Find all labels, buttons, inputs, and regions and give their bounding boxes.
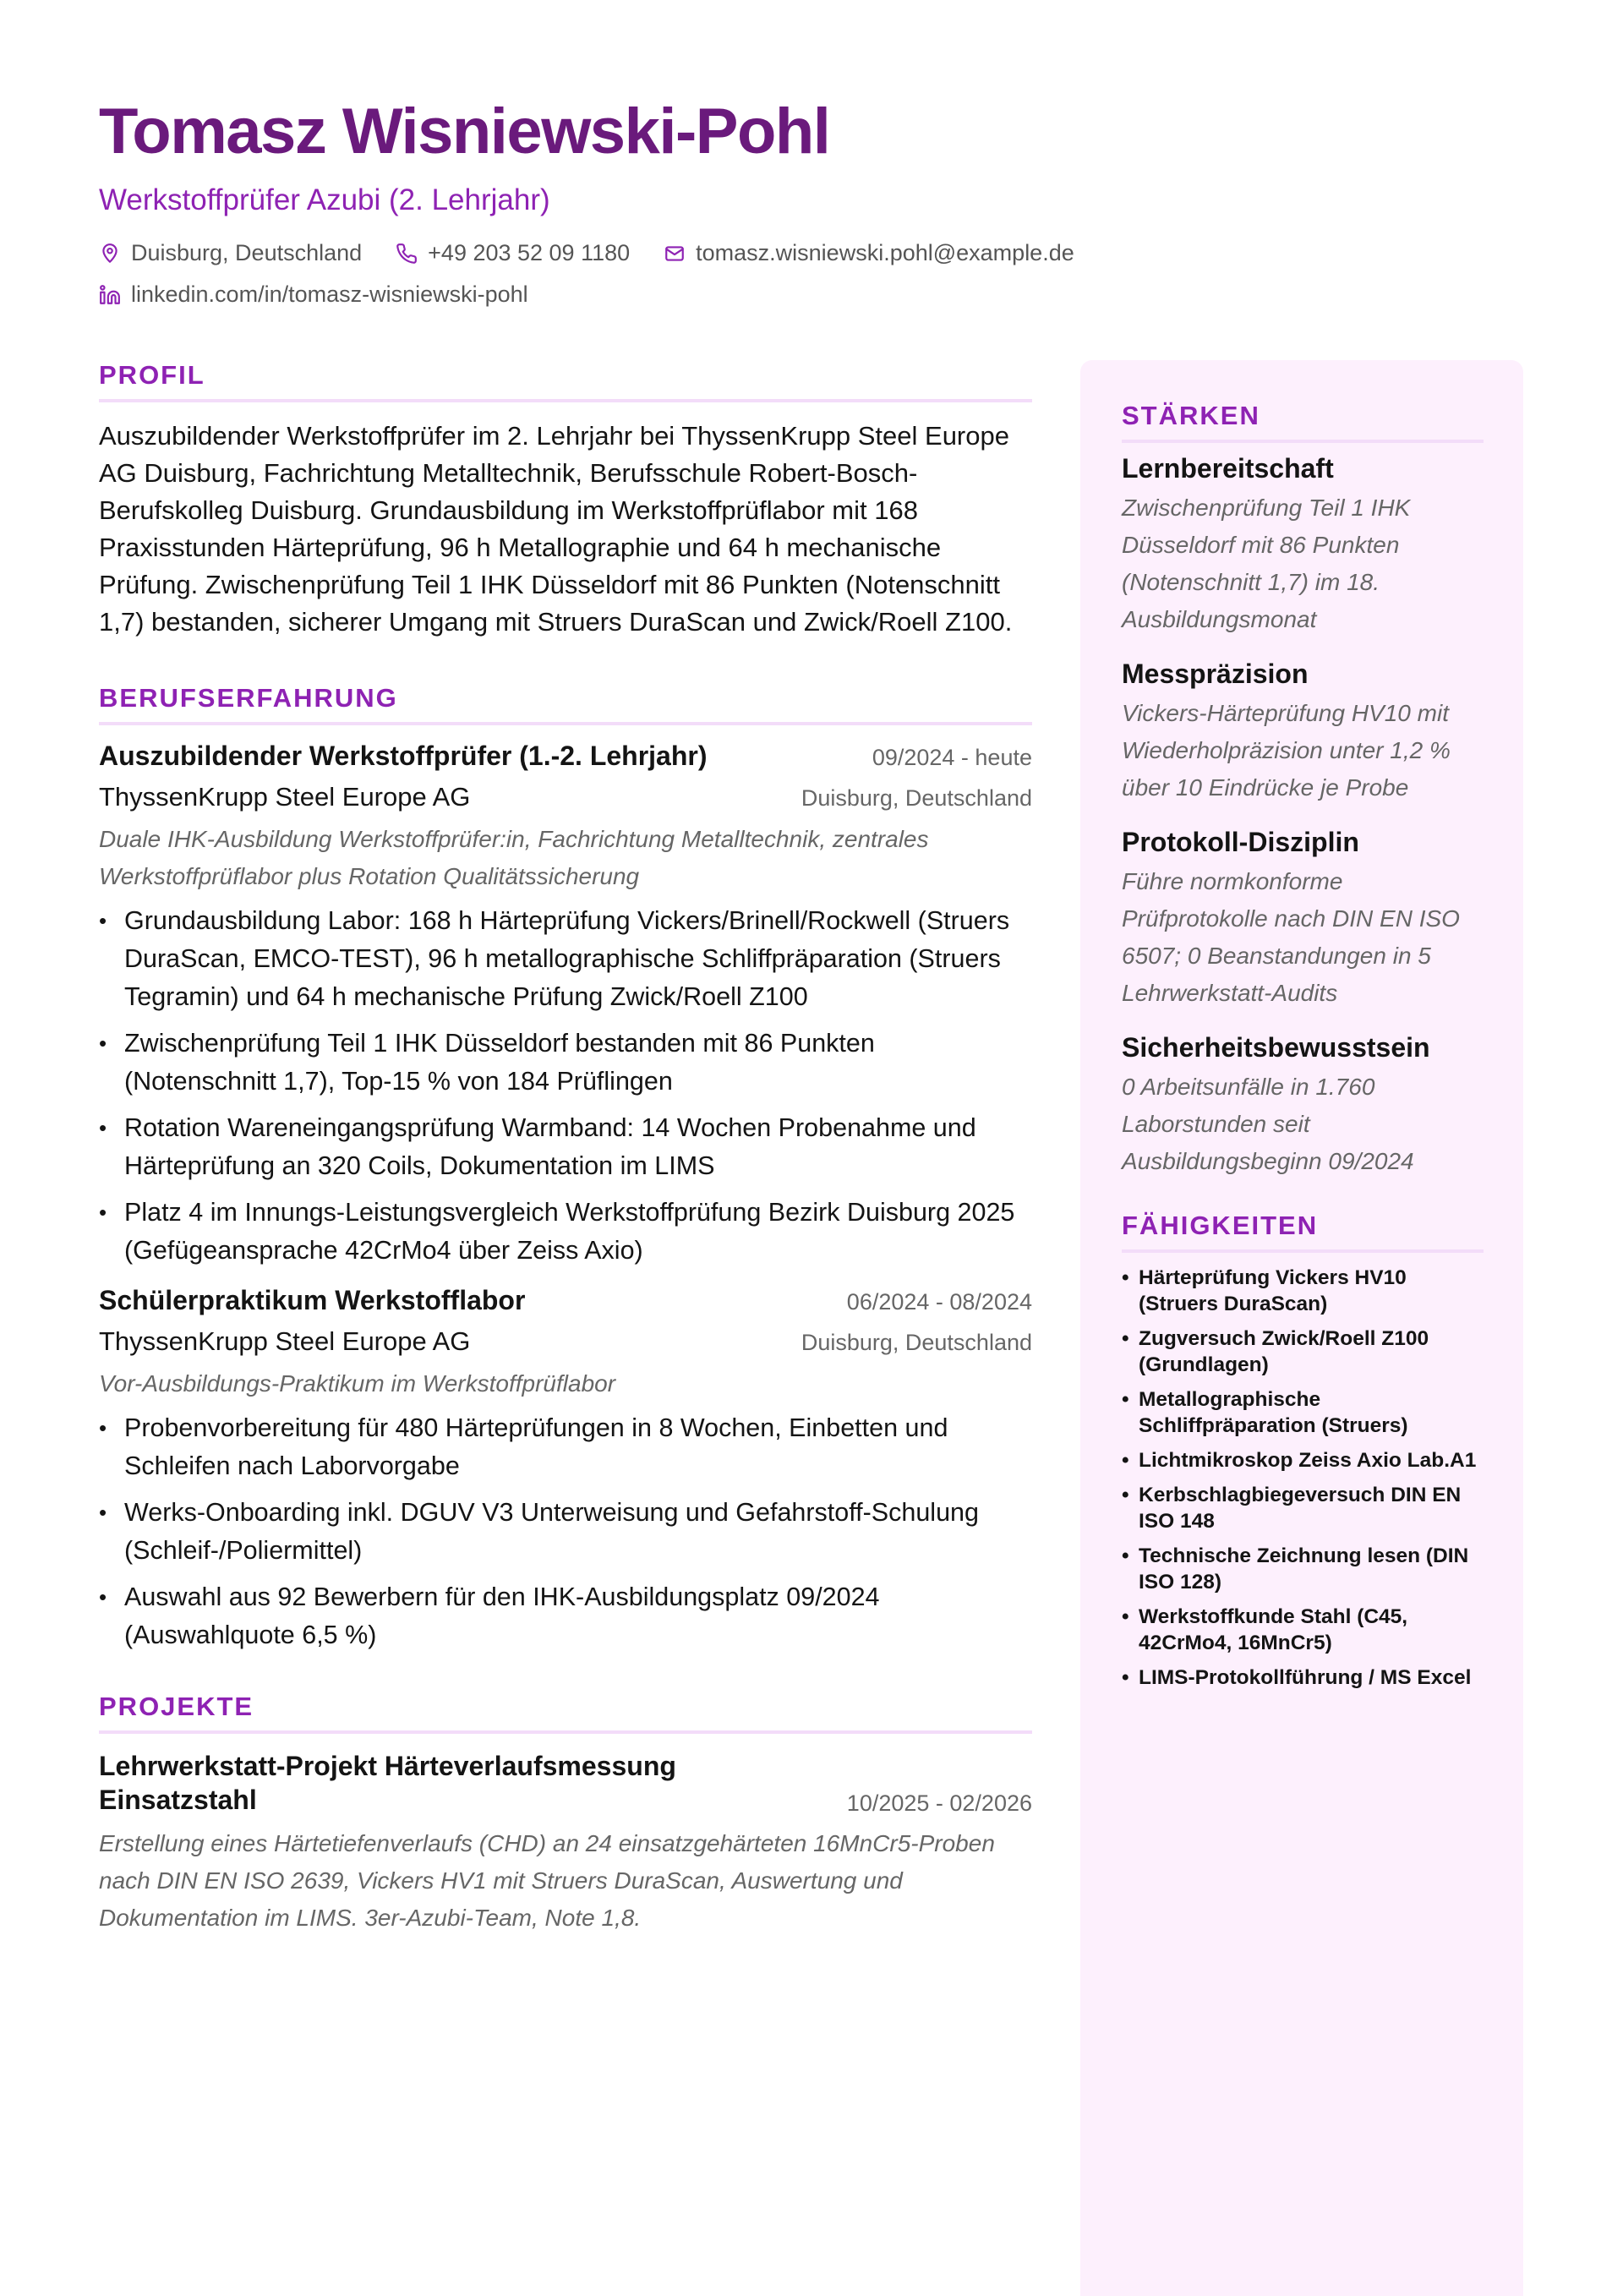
skill-item: • Metallographische Schliffpräparation (Struers) [1122, 1386, 1484, 1439]
strength-title: Sicherheitsbewusstsein [1122, 1032, 1430, 1063]
job-date: 09/2024 - heute [872, 745, 1032, 770]
email-text: tomasz.wisniewski.pohl@example.de [696, 240, 1074, 265]
job-location: Duisburg, Deutschland [801, 1330, 1032, 1355]
section-divider [1122, 1249, 1484, 1253]
strength-title: Protokoll-Disziplin [1122, 827, 1359, 857]
contact-row-2 [99, 282, 562, 308]
section-heading-skills: FÄHIGKEITEN [1122, 1211, 1319, 1240]
phone-icon [396, 243, 418, 265]
map-pin-icon [99, 243, 121, 265]
sidebar-content [1122, 401, 1484, 1699]
contact-phone[interactable] [396, 240, 630, 266]
section-heading-projects: PROJEKTE [99, 1692, 254, 1721]
section-divider [99, 399, 1032, 402]
contact-row [99, 240, 1108, 266]
profile-text: Auszubildender Werkstoffprüfer im 2. Lehrjahr bei ThyssenKrupp Steel Europe AG Duisburg, Fachrichtung Metalltechnik, Berufsschule Robert-Bosch-Berufskolleg Duisburg. Grundausbildung im Werkstoffprüflabor mit 168 Praxisstunden Härteprüfung, 96 h Metallographie und 64 h mechanische Prüfung. Zwischenprüfung Teil 1 IHK Düsseldorf mit 86 Punkten (Notenschnitt 1,7) bestanden, sicherer Umgang mit Struers DuraScan und Zwick/Roell Z100. [99, 421, 1013, 637]
strength-description: Vickers-Härteprüfung HV10 mit Wiederholpräzision unter 1,2 % über 10 Eindrücke je Probe [1122, 700, 1451, 801]
strength-description: Zwischenprüfung Teil 1 IHK Düsseldorf mit 86 Punkten (Notenschnitt 1,7) im 18. Ausbildungsmonat [1122, 495, 1411, 632]
skill-item: • LIMS-Protokollführung / MS Excel [1122, 1665, 1484, 1691]
job-company: ThyssenKrupp Steel Europe AG [99, 782, 471, 812]
section-heading-experience: BERUFSERFAHRUNG [99, 683, 398, 713]
project-date: 10/2025 - 02/2026 [846, 1790, 1032, 1816]
linkedin-text: linkedin.com/in/tomasz-wisniewski-pohl [131, 282, 528, 307]
contact-location [99, 240, 362, 266]
profile-section [99, 360, 1032, 641]
job-bullet: • Zwischenprüfung Teil 1 IHK Düsseldorf bestanden mit 86 Punkten (Notenschnitt 1,7), Top-15 % von 184 Prüflingen [99, 1025, 1032, 1101]
job-bullet: • Auswahl aus 92 Bewerbern für den IHK-Ausbildungsplatz 09/2024 (Auswahlquote 6,5 %) [99, 1578, 1032, 1654]
strength-description: 0 Arbeitsunfälle in 1.760 Laborstunden seit Ausbildungsbeginn 09/2024 [1122, 1074, 1414, 1174]
job-bullet: • Rotation Wareneingangsprüfung Warmband: 14 Wochen Probenahme und Härteprüfung an 320 Coils, Dokumentation im LIMS [99, 1109, 1032, 1185]
strength-description: Führe normkonforme Prüfprotokolle nach DIN EN ISO 6507; 0 Beanstandungen in 5 Lehrwerkstatt-Audits [1122, 868, 1460, 1006]
job-bullet: • Grundausbildung Labor: 168 h Härteprüfung Vickers/Brinell/Rockwell (Struers DuraScan, EMCO-TEST), 96 h metallographische Schliffpräparation (Struers Tegramin) und 64 h mechanische Prüfung Zwick/Roell Z100 [99, 902, 1032, 1016]
job-header [99, 1285, 1032, 1316]
job-company: ThyssenKrupp Steel Europe AG [99, 1326, 471, 1356]
section-heading-strengths: STÄRKEN [1122, 401, 1260, 430]
main-column [99, 360, 1032, 1952]
job-title: Schülerpraktikum Werkstofflabor [99, 1285, 526, 1315]
job-description: Duale IHK-Ausbildung Werkstoffprüfer:in, Fachrichtung Metalltechnik, zentrales Werkstoffprüflabor plus Rotation Qualitätssicherung [99, 826, 929, 889]
section-divider [99, 722, 1032, 725]
project-entry [99, 1749, 1032, 1937]
job-subheader [99, 1316, 1032, 1357]
skill-item: • Lichtmikroskop Zeiss Axio Lab.A1 [1122, 1447, 1484, 1473]
contact-linkedin[interactable] [99, 282, 528, 308]
job-bullet: • Werks-Onboarding inkl. DGUV V3 Unterweisung und Gefahrstoff-Schulung (Schleif-/Poliermittel) [99, 1494, 1032, 1570]
job-bullet: • Platz 4 im Innungs-Leistungsvergleich Werkstoffprüfung Bezirk Duisburg 2025 (Gefügeansprache 42CrMo4 über Zeiss Axio) [99, 1194, 1032, 1270]
section-heading-profile: PROFIL [99, 360, 205, 390]
experience-section [99, 683, 1032, 1654]
strength-item [1122, 453, 1484, 638]
job-header [99, 741, 1032, 772]
project-description: Erstellung eines Härtetiefenverlaufs (CHD) an 24 einsatzgehärteten 16MnCr5-Proben nach DIN EN ISO 2639, Vickers HV1 mit Struers DuraScan, Auswertung und Dokumentation im LIMS. 3er-Azubi-Team, Note 1,8. [99, 1830, 995, 1931]
skill-item: • Härteprüfung Vickers HV10 (Struers DuraScan) [1122, 1265, 1484, 1317]
skill-item: • Zugversuch Zwick/Roell Z100 (Grundlagen) [1122, 1326, 1484, 1378]
strength-title: Lernbereitschaft [1122, 453, 1334, 484]
job-bullets [99, 1409, 1032, 1654]
linkedin-icon [99, 284, 121, 306]
job-date: 06/2024 - 08/2024 [846, 1289, 1032, 1315]
project-header [99, 1749, 1032, 1817]
job-entry [99, 1285, 1032, 1654]
skills-list [1122, 1265, 1484, 1691]
candidate-name: Tomasz Wisniewski-Pohl [99, 96, 830, 167]
section-divider [99, 1730, 1032, 1734]
job-bullets [99, 902, 1032, 1270]
projects-section [99, 1692, 1032, 1937]
location-text: Duisburg, Deutschland [131, 240, 363, 265]
sidebar [1080, 360, 1523, 2296]
skill-item: • Werkstoffkunde Stahl (C45, 42CrMo4, 16MnCr5) [1122, 1604, 1484, 1656]
job-location: Duisburg, Deutschland [801, 785, 1032, 811]
strength-item [1122, 1032, 1484, 1180]
skill-item: • Technische Zeichnung lesen (DIN ISO 128) [1122, 1543, 1484, 1595]
section-divider [1122, 440, 1484, 443]
strength-item [1122, 659, 1484, 806]
contact-email[interactable] [664, 240, 1074, 266]
job-subheader [99, 772, 1032, 812]
job-description: Vor-Ausbildungs-Praktikum im Werkstoffprüflabor [99, 1370, 616, 1397]
job-title: Auszubildender Werkstoffprüfer (1.-2. Lehrjahr) [99, 741, 708, 771]
strength-item [1122, 827, 1484, 1012]
job-title-headline: Werkstoffprüfer Azubi (2. Lehrjahr) [99, 183, 550, 216]
strength-title: Messpräzision [1122, 659, 1309, 689]
phone-text: +49 203 52 09 1180 [428, 240, 631, 265]
job-bullet: • Probenvorbereitung für 480 Härteprüfungen in 8 Wochen, Einbetten und Schleifen nach Laborvorgabe [99, 1409, 1032, 1485]
skill-item: • Kerbschlagbiegeversuch DIN EN ISO 148 [1122, 1482, 1484, 1534]
project-title: Lehrwerkstatt-Projekt Härteverlaufsmessung Einsatzstahl [99, 1751, 676, 1815]
mail-icon [664, 243, 686, 265]
job-entry [99, 741, 1032, 1270]
